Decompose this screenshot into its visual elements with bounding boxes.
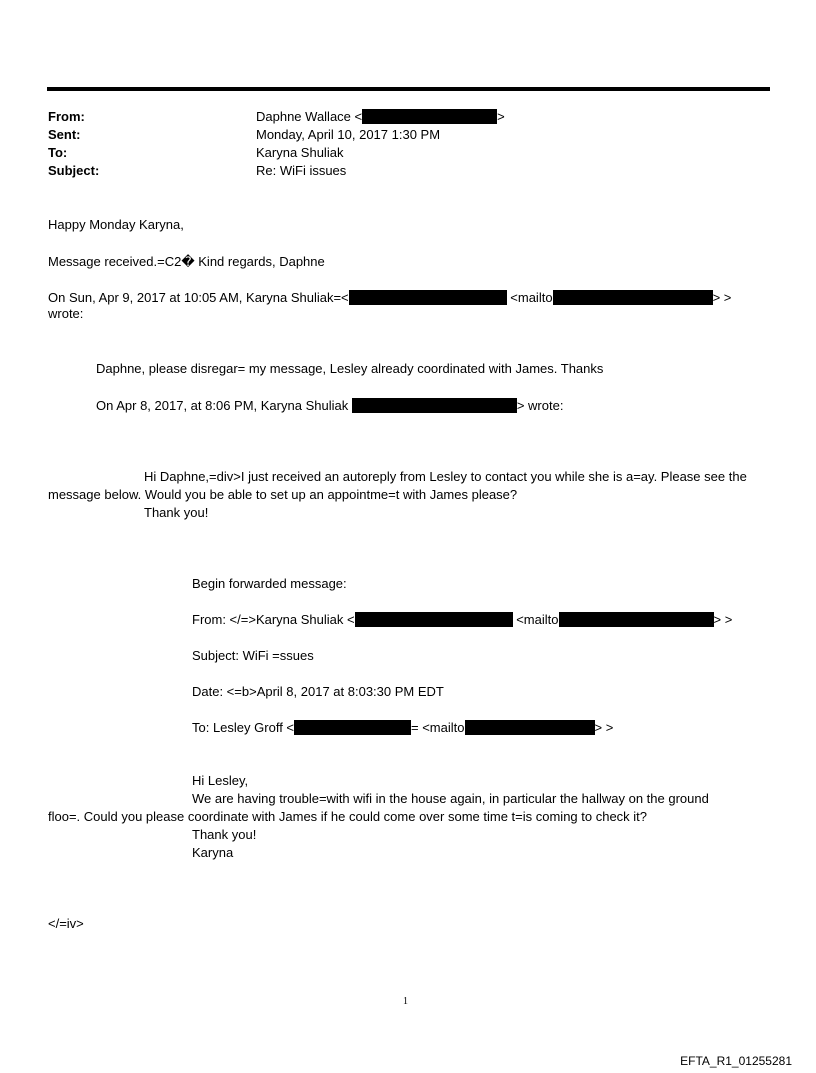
greeting: Happy Monday Karyna, — [48, 217, 184, 232]
begin-forwarded: Begin forwarded message: — [192, 576, 347, 591]
redaction-box — [553, 290, 713, 305]
fwd-date: Date: <=b>April 8, 2017 at 8:03:30 PM EDT — [192, 684, 444, 699]
quote1-mailto: <mailto — [510, 290, 553, 305]
subject-value: Re: WiFi issues — [256, 163, 347, 178]
subject-label: Subject: — [48, 163, 100, 178]
redaction-box — [294, 720, 411, 735]
redaction-box — [465, 720, 595, 735]
to-value: Karyna Shuliak — [256, 145, 344, 160]
redaction-box — [559, 612, 714, 627]
redaction-box — [355, 612, 513, 627]
quote1-tail: > > — [712, 290, 732, 305]
quote2-tail: > wrote: — [516, 398, 564, 413]
disregard-line: Daphne, please disregar= my message, Lesley already coordinated with James. Thanks — [96, 361, 604, 376]
message-below-line: message below. Would you be able to set up an appointme=t with James please? — [48, 487, 518, 502]
fwd-from-text: From: </=>Karyna Shuliak < — [192, 612, 355, 627]
sent-label: Sent: — [48, 127, 81, 142]
trouble-line: We are having trouble=with wifi in the house again, in particular the hallway on the ground — [192, 791, 709, 806]
hi-lesley: Hi Lesley, — [192, 773, 249, 788]
page-number: 1 — [403, 996, 408, 1007]
from-label: From: — [48, 109, 85, 124]
quote2-line — [96, 398, 563, 413]
closing-tag: </=iv> — [48, 916, 84, 931]
quote2-text: On Apr 8, 2017, at 8:06 PM, Karyna Shuliak — [96, 398, 349, 413]
thank-you-line: Thank you! — [144, 505, 209, 520]
fwd-to-line — [192, 720, 613, 735]
fwd-from-line — [192, 612, 732, 627]
from-tail: > — [497, 109, 505, 124]
fwd-to-tail: > > — [594, 720, 614, 735]
document-id: EFTA_R1_01255281 — [680, 1054, 792, 1068]
quote1-line — [48, 290, 731, 305]
signoff: Karyna — [192, 845, 234, 860]
sent-value: Monday, April 10, 2017 1:30 PM — [256, 127, 441, 142]
to-label: To: — [48, 145, 68, 160]
floor-line: floo=. Could you please coordinate with James if he could come over some time t=is coming to check it? — [48, 809, 648, 824]
redaction-box — [352, 398, 517, 413]
from-value — [256, 109, 505, 124]
fwd-from-tail: > > — [713, 612, 733, 627]
thank-you-2: Thank you! — [192, 827, 257, 842]
redaction-box — [349, 290, 507, 305]
quote1-wrote: wrote: — [48, 306, 84, 321]
from-name: Daphne Wallace < — [256, 109, 363, 124]
fwd-to-text: To: Lesley Groff < — [192, 720, 295, 735]
fwd-mailto: <mailto — [516, 612, 559, 627]
fwd-subject: Subject: WiFi =ssues — [192, 648, 314, 663]
reply-line: Message received.=C2� Kind regards, Daphne — [48, 254, 325, 269]
header-rule — [47, 87, 770, 91]
quote1-text: On Sun, Apr 9, 2017 at 10:05 AM, Karyna Shuliak=< — [48, 290, 349, 305]
redaction-box — [362, 109, 497, 124]
hi-daphne-line: Hi Daphne,=div>I just received an autoreply from Lesley to contact you while she is a=ay. Please see the — [144, 469, 747, 484]
fwd-to-mid: = <mailto — [411, 720, 465, 735]
